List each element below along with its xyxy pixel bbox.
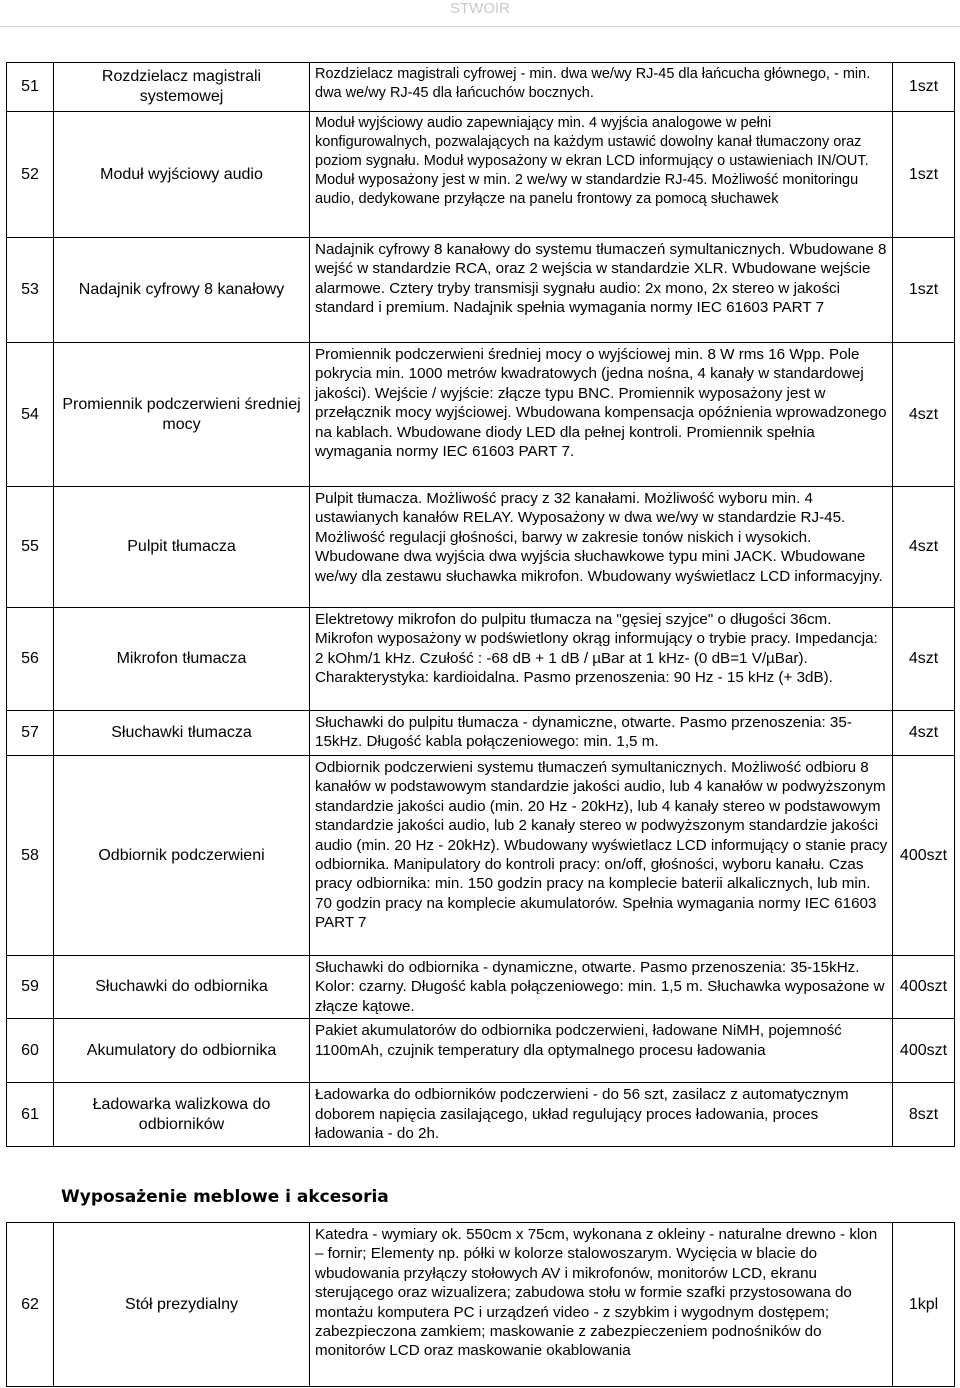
item-name: Promiennik podczerwieni średniej mocy — [54, 343, 310, 487]
table-row — [7, 487, 955, 608]
item-name: Nadajnik cyfrowy 8 kanałowy — [54, 238, 310, 343]
table-row — [7, 756, 955, 956]
row-number: 55 — [7, 487, 54, 608]
header-divider — [0, 26, 960, 27]
page-header — [0, 0, 960, 26]
furniture-table — [6, 1222, 955, 1387]
row-number: 56 — [7, 608, 54, 711]
table-row — [7, 238, 955, 343]
item-name: Słuchawki tłumacza — [54, 711, 310, 756]
item-description: Rozdzielacz magistrali cyfrowej - min. dwa we/wy RJ-45 dla łańcucha głównego, - min. dwa we/wy RJ-45 dla łańcuchów bocznych. — [310, 63, 893, 112]
table-row — [7, 1083, 955, 1147]
item-description: Pakiet akumulatorów do odbiornika podczerwieni, ładowane NiMH, pojemność 1100mAh, czujnik temperatury dla optymalnego procesu ładowania — [310, 1019, 893, 1083]
item-description: Ładowarka do odbiorników podczerwieni - do 56 szt, zasilacz z automatycznym doborem napięcia zasilającego, układ regulujący proces ładowania, proces ładowania - do 2h. — [310, 1083, 893, 1147]
item-name: Odbiornik podczerwieni — [54, 756, 310, 956]
item-quantity: 1kpl — [893, 1223, 955, 1387]
row-number: 62 — [7, 1223, 54, 1387]
table-row — [7, 608, 955, 711]
item-name: Akumulatory do odbiornika — [54, 1019, 310, 1083]
row-number: 59 — [7, 956, 54, 1019]
item-quantity: 400szt — [893, 1019, 955, 1083]
section-heading: Wyposażenie meblowe i akcesoria — [61, 1187, 389, 1207]
table-row — [7, 711, 955, 756]
item-quantity: 400szt — [893, 756, 955, 956]
item-quantity: 1szt — [893, 112, 955, 238]
item-description: Pulpit tłumacza. Możliwość pracy z 32 kanałami. Możliwość wyboru min. 4 ustawianych kanałów RELAY. Wyposażony w dwa we/wy w standardzie RJ-45. Możliwość regulacji głośności, barwy w zakresie tonów niskich i wysokich. Wbudowane dwa wyjścia dwa wyjścia słuchawkowe typu mini JACK. Wbudowane we/wy dla zestawu słuchawka mikrofon. Wbudowany wyświetlacz LCD informacyjny. — [310, 487, 893, 608]
table-row — [7, 1019, 955, 1083]
item-description: Elektretowy mikrofon do pulpitu tłumacza na "gęsiej szyjce" o długości 36cm. Mikrofon wyposażony w podświetlony okrąg informujący o trybie pracy. Impedancja: 2 kOhm/1 kHz. Czułość : -68 dB + 1 dB / µBar at 1 kHz- (0 dB=1 V/µBar). Charakterystyka: kardioidalna. Pasmo przenoszenia: 90 Hz - 15 kHz (+ 3dB). — [310, 608, 893, 711]
table-row — [7, 63, 955, 112]
row-number: 54 — [7, 343, 54, 487]
item-name: Rozdzielacz magistrali systemowej — [54, 63, 310, 112]
item-quantity: 4szt — [893, 487, 955, 608]
item-name: Pulpit tłumacza — [54, 487, 310, 608]
item-description: Promiennik podczerwieni średniej mocy o wyjściowej min. 8 W rms 16 Wpp. Pole pokrycia min. 1000 metrów kwadratowych (jedna nośna, 4 kanały w standardowej jakości). Wejście / wyjście: złącze typu BNC. Promiennik wyposażony jest w przełącznik mocy wyjściowej. Wbudowana kompensacja opóźnienia wprowadzonego na kablach. Wbudowane diody LED dla pełnej kontroli. Promiennik spełnia wymagania normy IEC 61603 PART 7. — [310, 343, 893, 487]
item-name: Moduł wyjściowy audio — [54, 112, 310, 238]
row-number: 61 — [7, 1083, 54, 1147]
item-quantity: 4szt — [893, 343, 955, 487]
item-description: Słuchawki do odbiornika - dynamiczne, otwarte. Pasmo przenoszenia: 35-15kHz. Kolor: czarny. Długość kabla połączeniowego: min. 1,5 m. Słuchawka wyposażone w złącze kątowe. — [310, 956, 893, 1019]
row-number: 51 — [7, 63, 54, 112]
table-row — [7, 343, 955, 487]
item-name: Ładowarka walizkowa do odbiorników — [54, 1083, 310, 1147]
item-quantity: 4szt — [893, 711, 955, 756]
item-quantity: 400szt — [893, 956, 955, 1019]
item-description: Moduł wyjściowy audio zapewniający min. 4 wyjścia analogowe w pełni konfigurowalnych, pozwalających na każdym ustawić dowolny kanał tłumaczony oraz poziom sygnału. Moduł wyposażony w ekran LCD informujący o ustawieniach IN/OUT. Moduł wyposażony jest w min. 2 we/wy w standardzie RJ-45. Możliwość monitoringu audio, dedykowane przyłącze na panelu frontowy za pomocą słuchawek — [310, 112, 893, 238]
item-description: Katedra - wymiary ok. 550cm x 75cm, wykonana z okleiny - naturalne drewno - klon – fornir; Elementy np. półki w kolorze stalowoszarym. Wycięcia w blacie do wbudowania przyłączy stołowych AV i mikrofonów, monitorów LCD, ekranu sterującego oraz wizualizera; zabudowa stołu w formie szafki przystosowana do montażu komputera PC i urządzeń video - z szybkim i wygodnym dostępem; zabezpieczona zamkiem; maskowanie z zabezpieczeniem podnośników do monitorów LCD oraz maskowanie okablowania — [310, 1223, 893, 1387]
row-number: 52 — [7, 112, 54, 238]
table-row — [7, 112, 955, 238]
row-number: 53 — [7, 238, 54, 343]
item-description: Nadajnik cyfrowy 8 kanałowy do systemu tłumaczeń symultanicznych. Wbudowane 8 wejść w standardzie RCA, oraz 2 wejścia w standardzie XLR. Wbudowane wejście alarmowe. Cztery tryby transmisji sygnału audio: 2x mono, 2x stereo w jakości standard i premium. Nadajnik spełnia wymagania normy IEC 61603 PART 7 — [310, 238, 893, 343]
specification-table — [6, 62, 955, 1147]
row-number: 57 — [7, 711, 54, 756]
item-name: Słuchawki do odbiornika — [54, 956, 310, 1019]
item-name: Stół prezydialny — [54, 1223, 310, 1387]
item-quantity: 1szt — [893, 63, 955, 112]
item-description: Słuchawki do pulpitu tłumacza - dynamiczne, otwarte. Pasmo przenoszenia: 35-15kHz. Długość kabla połączeniowego: min. 1,5 m. — [310, 711, 893, 756]
row-number: 58 — [7, 756, 54, 956]
table-row — [7, 1223, 955, 1387]
item-quantity: 1szt — [893, 238, 955, 343]
header-title: STWOIR — [450, 0, 510, 17]
item-name: Mikrofon tłumacza — [54, 608, 310, 711]
table-row — [7, 956, 955, 1019]
item-quantity: 8szt — [893, 1083, 955, 1147]
row-number: 60 — [7, 1019, 54, 1083]
item-quantity: 4szt — [893, 608, 955, 711]
item-description: Odbiornik podczerwieni systemu tłumaczeń symultanicznych. Możliwość odbioru 8 kanałów w podstawowym standardzie jakości audio, lub 4 kanałów w podwyższonym standardzie jakości audio (min. 20 Hz - 20kHz), lub 4 kanały stereo w podstawowym standardzie jakości audio, lub 2 kanały stereo w podwyższonym standardzie jakości audio (min. 20 Hz - 20kHz). Wbudowany wyświetlacz LCD informujący o stanie pracy odbiornika. Manipulatory do kontroli pracy: on/off, głośności, wyboru kanału. Czas pracy odbiornika: min. 150 godzin pracy na komplecie baterii alkalicznych, lub min. 70 godzin pracy na komplecie akumulatorów. Spełnia wymagania normy IEC 61603 PART 7 — [310, 756, 893, 956]
